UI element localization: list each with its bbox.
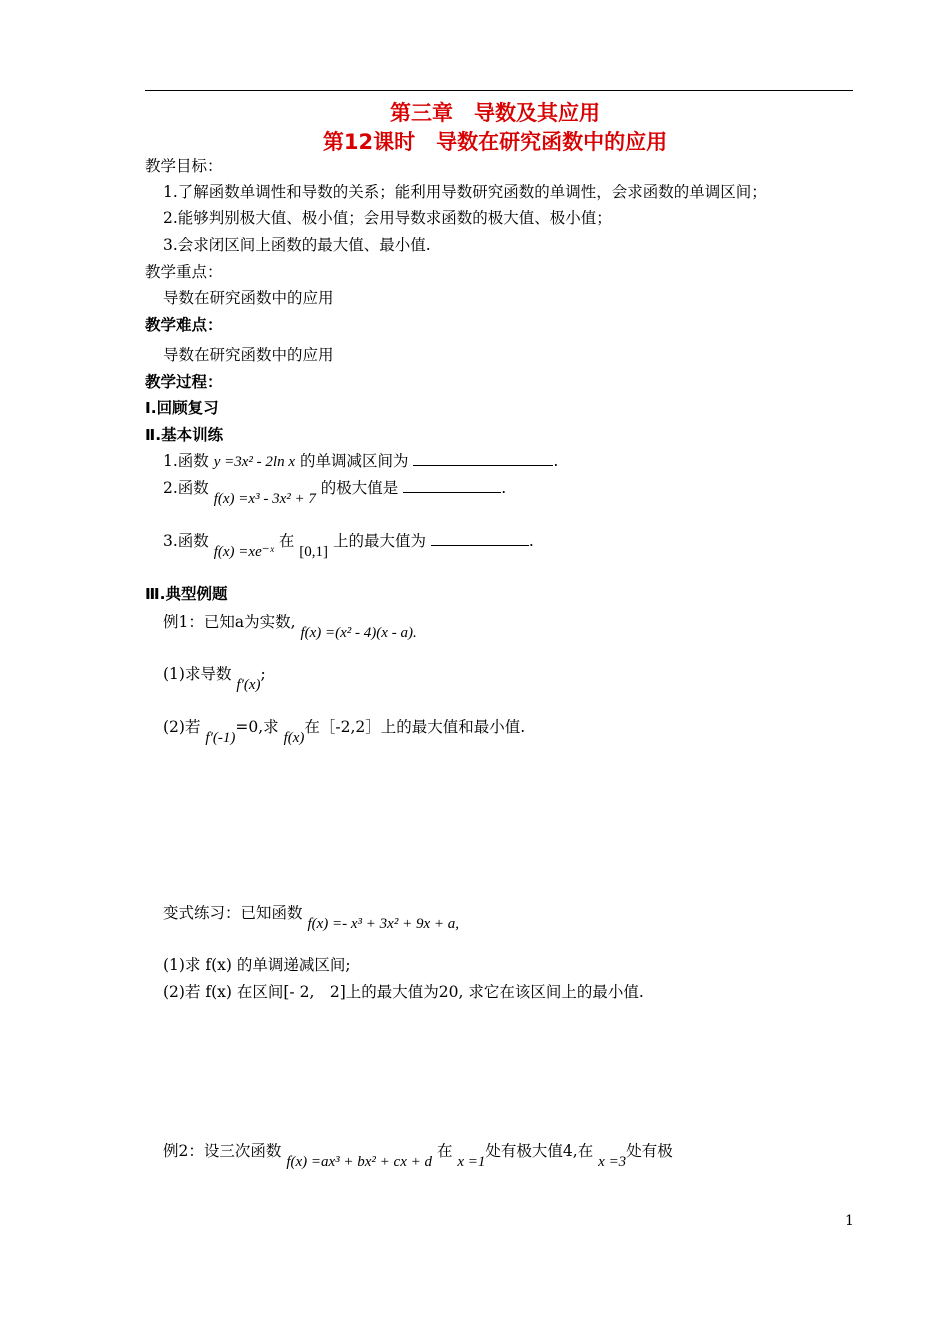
q3-suffix: 上的最大值为	[332, 532, 426, 550]
part2-suffix: 在［-2,2］上的最大值和最小值.	[304, 718, 526, 736]
part2-function: f(x)	[283, 730, 305, 746]
key-point-text: 导数在研究函数中的应用	[163, 289, 334, 307]
process-heading: 教学过程：	[145, 373, 223, 391]
lesson-title: 第12课时 导数在研究函数中的应用	[322, 130, 668, 154]
answer-blank[interactable]	[431, 531, 529, 546]
part2-mid: =0,求	[235, 718, 279, 736]
q1-prefix: 1.函数	[163, 452, 209, 470]
example2-mid2: 处有极大值4,在	[485, 1142, 594, 1160]
example2-cond1: x =1	[457, 1154, 486, 1170]
q1-formula: y =3x² - 2ln x	[213, 454, 295, 470]
q1-dot: .	[553, 452, 559, 470]
variant-label: 变式练习：已知函数	[163, 904, 303, 922]
variant-part2: (2)若 f(x) 在区间[- 2, 2]上的最大值为20, 求它在该区间上的最小值.	[163, 983, 644, 1001]
example2-label: 例2：设三次函数	[163, 1142, 282, 1160]
answer-blank[interactable]	[403, 478, 501, 493]
variant-statement	[163, 903, 459, 932]
example1-label: 例1：已知a为实数,	[163, 613, 296, 631]
objective-item: 1.了解函数单调性和导数的关系；能利用导数研究函数的单调性，会求函数的单调区间；	[163, 183, 767, 201]
q2-suffix: 的极大值是	[320, 479, 399, 497]
part1-formula: f′(x)	[236, 677, 261, 693]
training-q2	[163, 478, 507, 507]
q3-formula: f(x) =xe⁻ˣ	[213, 544, 274, 560]
q2-dot: .	[501, 479, 507, 497]
variant-function: f(x) =- x³ + 3x² + 9x + a,	[307, 916, 459, 932]
q3-prefix: 3.函数	[163, 532, 209, 550]
part1-prefix: (1)求导数	[163, 665, 232, 683]
training-q1	[163, 451, 558, 472]
q2-prefix: 2.函数	[163, 479, 209, 497]
example2-cond2: x =3	[598, 1154, 627, 1170]
q3-mid: 在	[278, 532, 295, 550]
example2-mid1: 在	[436, 1142, 453, 1160]
part2-formula: f′(-1)	[205, 730, 236, 746]
example2-statement	[163, 1141, 673, 1170]
example1-part1	[163, 664, 266, 693]
chapter-title: 第三章 导数及其应用	[390, 101, 600, 125]
example1-part2	[163, 717, 526, 746]
header-rule	[145, 90, 853, 91]
q2-formula: f(x) =x³ - 3x² + 7	[213, 491, 316, 507]
section-review: Ⅰ.回顾复习	[145, 399, 219, 417]
section-examples: Ⅲ.典型例题	[145, 585, 228, 603]
training-q3	[163, 531, 534, 560]
objectives-heading: 教学目标：	[145, 157, 223, 175]
example1-statement	[163, 612, 417, 641]
q1-suffix: 的单调减区间为	[299, 452, 409, 470]
example2-end: 处有极	[626, 1142, 673, 1160]
answer-blank[interactable]	[413, 451, 553, 466]
difficulty-text: 导数在研究函数中的应用	[163, 346, 334, 364]
q3-dot: .	[528, 532, 534, 550]
q3-interval: [0,1]	[299, 544, 329, 560]
example2-function: f(x) =ax³ + bx² + cx + d	[286, 1154, 432, 1170]
objective-item: 3.会求闭区间上函数的最大值、最小值.	[163, 236, 431, 254]
part1-suffix: ;	[260, 665, 266, 683]
difficulty-heading: 教学难点：	[145, 316, 223, 334]
variant-part1: (1)求 f(x) 的单调递减区间;	[163, 956, 351, 974]
section-training: Ⅱ.基本训练	[145, 426, 224, 444]
example1-function: f(x) =(x² - 4)(x - a).	[300, 625, 417, 641]
key-point-heading: 教学重点：	[145, 263, 223, 281]
part2-prefix: (2)若	[163, 718, 201, 736]
objective-item: 2.能够判别极大值、极小值；会用导数求函数的极大值、极小值；	[163, 209, 612, 227]
page-number: 1	[845, 1213, 854, 1229]
